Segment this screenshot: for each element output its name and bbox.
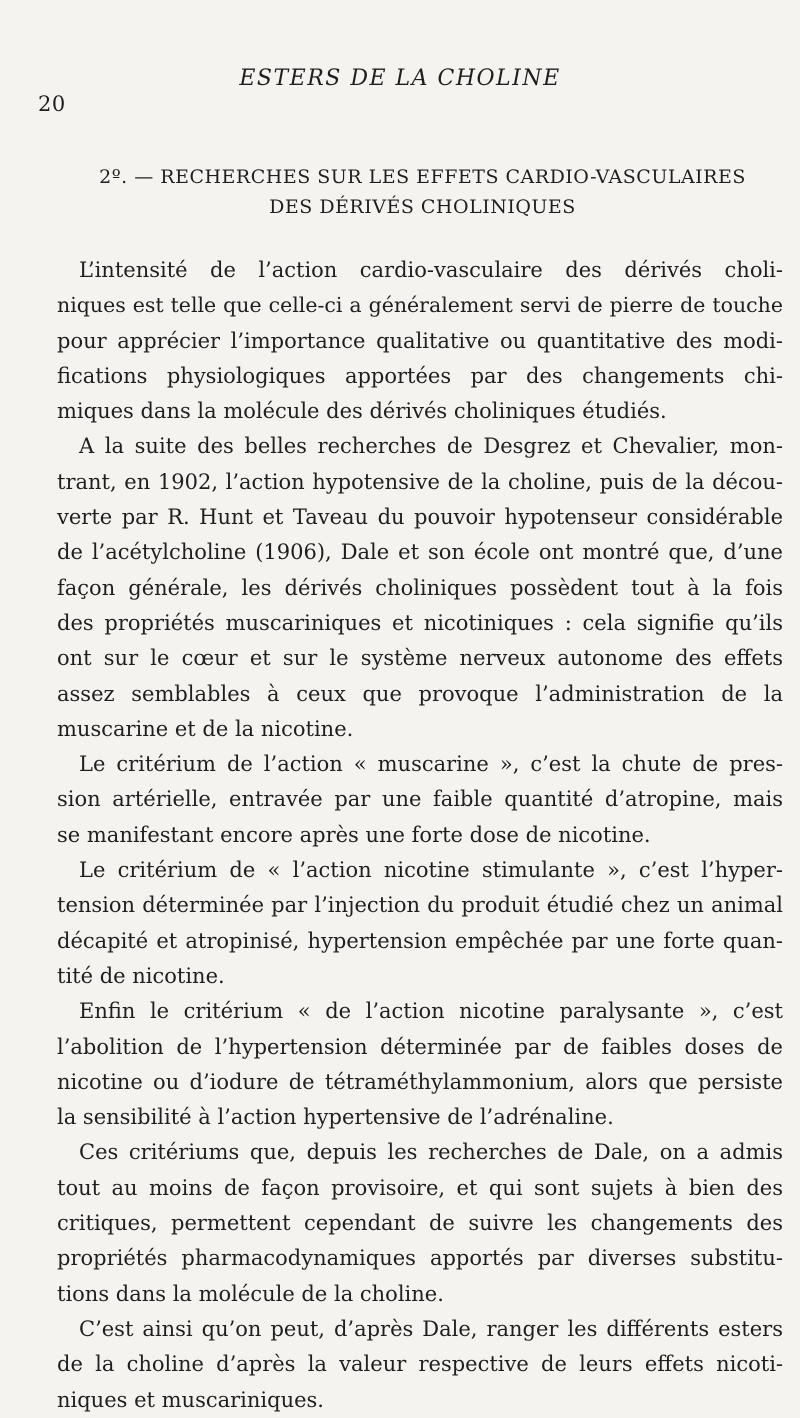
text-line: sion artérielle, entravée par une faible quantité d’atropine, mais — [57, 787, 783, 812]
text-line: niques est telle que celle-ci a généralement servi de pierre de touche — [57, 293, 783, 318]
text-line: nicotine ou d’iodure de tétraméthylammonium, alors que persiste — [57, 1069, 783, 1094]
text-line: verte par R. Hunt et Taveau du pouvoir hypotenseur considérable — [57, 505, 783, 530]
text-line: A la suite des belles recherches de Desgrez et Chevalier, mon- — [79, 434, 783, 459]
text-line: Enfin le critérium « de l’action nicotine paralysante », c’est — [79, 999, 783, 1024]
text-line: des propriétés muscariniques et nicotiniques : cela signifie qu’ils — [57, 610, 783, 635]
text-line: niques et muscariniques. — [57, 1387, 324, 1412]
paragraph — [57, 994, 783, 1135]
section-title — [55, 162, 790, 222]
running-title: ESTERS DE LA CHOLINE — [239, 66, 561, 91]
text-line: muscarine et de la nicotine. — [57, 716, 354, 741]
text-line: tension déterminée par l’injection du produit étudié chez un animal — [57, 893, 783, 918]
text-line: la sensibilité à l’action hypertensive de l’adrénaline. — [57, 1105, 614, 1130]
text-line: tité de nicotine. — [57, 963, 225, 988]
text-line: critiques, permettent cependant de suivre les changements des — [57, 1211, 783, 1236]
text-line: Le critérium de l’action « muscarine », c’est la chute de pres- — [79, 752, 783, 777]
text-line: de l’acétylcholine (1906), Dale et son école ont montré que, d’une — [57, 540, 783, 565]
text-line: trant, en 1902, l’action hypotensive de la choline, puis de la décou- — [57, 469, 783, 494]
text-line: fications physiologiques apportées par des changements chi- — [57, 363, 783, 388]
text-line: propriétés pharmacodynamiques apportés par diverses substitu- — [57, 1246, 783, 1271]
text-line: façon générale, les dérivés choliniques possèdent tout à la fois — [57, 575, 783, 600]
text-line: L’intensité de l’action cardio-vasculaire des dérivés choli- — [79, 258, 783, 282]
text-line: tions dans la molécule de la choline. — [57, 1281, 444, 1306]
paragraph — [57, 253, 783, 429]
paragraph — [57, 429, 783, 747]
paragraph — [57, 853, 783, 994]
text-line: pour apprécier l’importance qualitative ou quantitative des modi- — [57, 328, 783, 353]
paragraph — [57, 747, 783, 853]
text-line: ont sur le cœur et sur le système nerveux autonome des effets — [57, 646, 783, 671]
section-title-line: DES DÉRIVÉS CHOLINIQUES — [269, 196, 576, 218]
section-title-line: 2º. — RECHERCHES SUR LES EFFETS CARDIO-VASCULAIRES — [99, 166, 746, 188]
text-line: l’abolition de l’hypertension déterminée par de faibles doses de — [57, 1034, 783, 1059]
body-text — [57, 253, 783, 1418]
text-line: assez semblables à ceux que provoque l’administration de la — [57, 681, 783, 706]
paragraph — [57, 1312, 783, 1418]
page-number: 20 — [38, 92, 66, 116]
text-line: de la choline d’après la valeur respective de leurs effets nicoti- — [57, 1352, 783, 1377]
text-line: décapité et atropinisé, hypertension empêchée par une forte quan- — [57, 928, 783, 953]
paragraph — [57, 1135, 783, 1311]
text-line: C’est ainsi qu’on peut, d’après Dale, ranger les différents esters — [79, 1316, 783, 1341]
text-line: Le critérium de « l’action nicotine stimulante », c’est l’hyper- — [79, 858, 783, 883]
text-line: miques dans la molécule des dérivés choliniques étudiés. — [57, 399, 667, 424]
text-line: Ces critériums que, depuis les recherches de Dale, on a admis — [79, 1140, 783, 1165]
text-line: se manifestant encore après une forte dose de nicotine. — [57, 822, 651, 847]
text-line: tout au moins de façon provisoire, et qui sont sujets à bien des — [57, 1175, 783, 1200]
